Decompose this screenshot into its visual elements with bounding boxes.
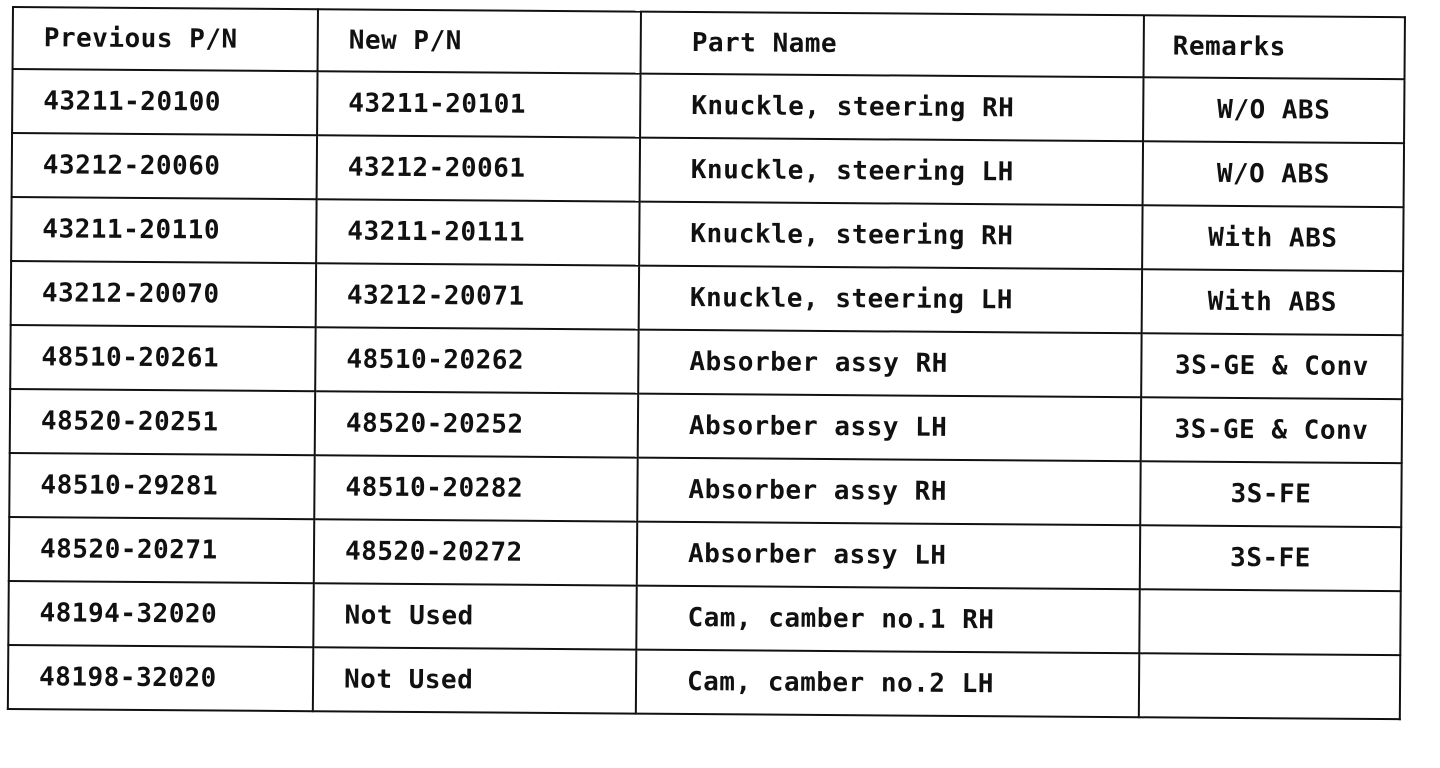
table-header [13,7,1405,79]
table-row [11,261,1403,335]
cell-previous-pn: 43212-20060 [12,133,317,199]
cell-previous-pn: 48198-32020 [8,645,313,711]
cell-part-name: Knuckle, steering RH [639,202,1142,270]
cell-new-pn: 48520-20272 [314,519,637,585]
cell-new-pn: 43211-20111 [316,199,639,265]
table-row [12,133,1404,207]
cell-remarks: With ABS [1142,205,1403,271]
cell-remarks: 3S-GE & Conv [1141,397,1402,463]
cell-part-name: Absorber assy RH [637,458,1140,526]
cell-new-pn: 48520-20252 [315,391,638,457]
cell-previous-pn: 48194-32020 [8,581,313,647]
header-row [13,7,1405,79]
cell-remarks: 3S-FE [1140,525,1401,591]
parts-table [7,6,1406,720]
cell-remarks [1139,589,1400,655]
cell-previous-pn: 48520-20251 [10,389,315,455]
cell-part-name: Cam, camber no.2 LH [636,650,1139,718]
cell-previous-pn: 43211-20110 [11,197,316,263]
cell-part-name: Knuckle, steering LH [640,138,1143,206]
cell-part-name: Absorber assy LH [638,394,1141,462]
cell-new-pn: 43212-20071 [316,263,639,329]
cell-new-pn: 43212-20061 [317,135,640,201]
cell-remarks: 3S-GE & Conv [1141,333,1402,399]
cell-remarks: With ABS [1142,269,1403,335]
table-row [9,453,1401,527]
cell-previous-pn: 43212-20070 [11,261,316,327]
table-body [8,69,1405,719]
header-remarks: Remarks [1144,15,1405,79]
header-part-name: Part Name [641,12,1144,78]
header-new-pn: New P/N [318,9,641,73]
cell-new-pn: Not Used [313,647,636,713]
cell-new-pn: Not Used [313,583,636,649]
table-row [12,69,1404,143]
cell-part-name: Knuckle, steering LH [639,266,1142,334]
cell-new-pn: 43211-20101 [317,71,640,137]
cell-remarks: 3S-FE [1140,461,1401,527]
table-row [10,325,1402,399]
cell-part-name: Knuckle, steering RH [640,74,1143,142]
cell-new-pn: 48510-20262 [315,327,638,393]
cell-previous-pn: 48510-20261 [10,325,315,391]
header-previous-pn: Previous P/N [13,7,318,71]
cell-part-name: Absorber assy RH [638,330,1141,398]
cell-remarks: W/O ABS [1143,141,1404,207]
table-row [9,517,1401,591]
cell-remarks [1139,653,1400,719]
table-row [8,581,1400,655]
cell-part-name: Absorber assy LH [637,522,1140,590]
cell-part-name: Cam, camber no.1 RH [636,586,1139,654]
cell-previous-pn: 43211-20100 [12,69,317,135]
table-row [10,389,1402,463]
cell-remarks: W/O ABS [1143,77,1404,143]
cell-new-pn: 48510-20282 [314,455,637,521]
table-row [8,645,1400,719]
cell-previous-pn: 48520-20271 [9,517,314,583]
table-row [11,197,1403,271]
cell-previous-pn: 48510-29281 [9,453,314,519]
